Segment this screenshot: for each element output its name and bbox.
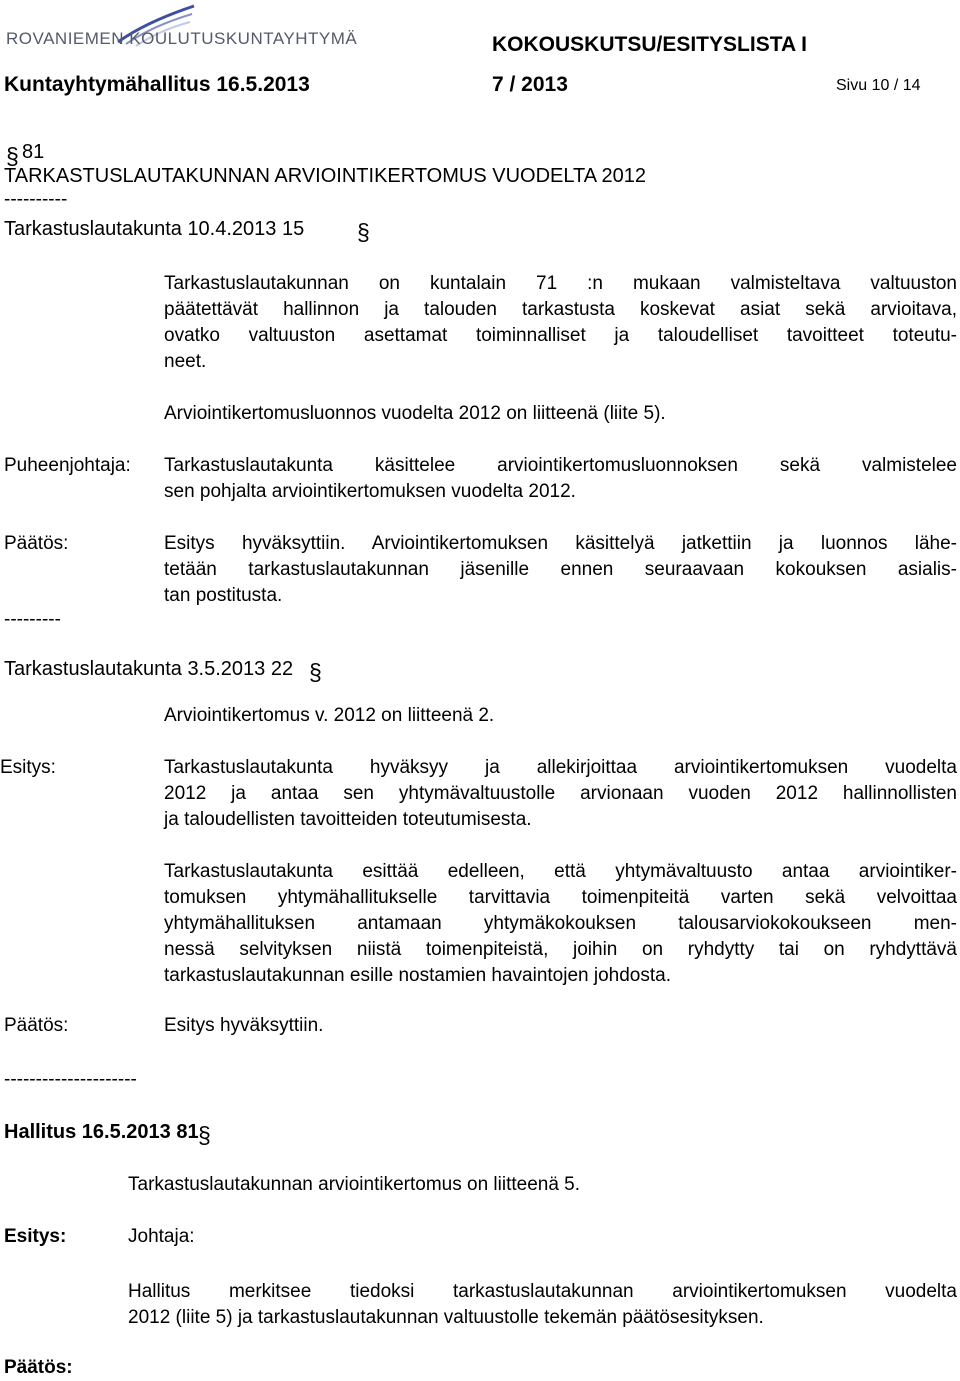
section-sign-icon: § [6,143,19,169]
meeting-title: Kuntayhtymähallitus 16.5.2013 [4,73,310,96]
section-sign-icon: § [198,1122,211,1148]
decision-label: Päätös: [4,1357,73,1378]
decision-text: Esitys hyväksyttiin. [164,1015,324,1036]
chair-label: Puheenjohtaja: [4,455,131,476]
paragraph-line: Hallitus merkitsee tiedoksi tarkastuslautakunnan arviointikertomuksen vuodelta [128,1281,957,1302]
paragraph-line: Tarkastuslautakunnan on kuntalain 71 :n mukaan valmisteltava valtuuston [164,273,957,294]
meeting-number: 7 / 2013 [492,73,568,96]
paragraph-line: yhtymähallituksen antamaan yhtymäkokouksen talousarviokokoukseen men- [164,913,957,934]
section-number: 81 [22,141,45,163]
paragraph-line: tan postitusta. [164,585,283,606]
section-title: TARKASTUSLAUTAKUNNAN ARVIOINTIKERTOMUS VUODELTA 2012 [4,165,647,187]
paragraph-line: ovatko valtuuston asettamat toiminnalliset ja taloudelliset tavoitteet toteutu- [164,325,957,346]
separator: --------- [4,609,61,630]
paragraph-line: 2012 ja antaa sen yhtymävaltuustolle arvionaan vuoden 2012 hallinnollisten [164,783,957,804]
paragraph-line: Esitys hyväksyttiin. Arviointikertomuksen käsittelyä jatkettiin ja luonnos lähe- [164,533,957,554]
director-label: Johtaja: [128,1226,195,1247]
board-reference: Hallitus 16.5.2013 81 [4,1121,199,1143]
paragraph-line: tarkastuslautakunnan esille nostamien havaintojen johdosta. [164,965,671,986]
separator: --------------------- [4,1069,137,1090]
decision-label: Päätös: [4,533,69,554]
proposal-label: Esitys: [4,1226,67,1247]
board-reference: Tarkastuslautakunta 10.4.2013 15 [4,218,305,240]
section-sign-icon: § [357,219,370,245]
paragraph-line: Tarkastuslautakunta käsittelee arviointikertomusluonnoksen sekä valmistelee [164,455,957,476]
paragraph-line: nessä selvityksen niistä toimenpiteistä, joihin on ryhdytty tai on ryhdyttävä [164,939,957,960]
board-reference: Tarkastuslautakunta 3.5.2013 22 [4,658,294,680]
attachment-note: Arviointikertomusluonnos vuodelta 2012 on liitteenä (liite 5). [164,403,666,424]
page-number: Sivu 10 / 14 [836,77,921,94]
section-sign-icon: § [309,659,322,685]
proposal-label: Esitys: [0,757,56,778]
paragraph-line: ja taloudellisten tavoitteiden toteutumisesta. [164,809,532,830]
paragraph-line: 2012 (liite 5) ja tarkastuslautakunnan valtuustolle tekemän päätösesityksen. [128,1307,764,1328]
document-type: KOKOUSKUTSU/ESITYSLISTA I [492,33,808,56]
paragraph-line: tomuksen yhtymähallitukselle tarvittavia toimenpiteitä varten sekä velvoittaa [164,887,957,908]
section-separator: ---------- [4,189,68,210]
paragraph-line: sen pohjalta arviointikertomuksen vuodelta 2012. [164,481,576,502]
organization-logo [6,2,386,50]
paragraph-line: Tarkastuslautakunta hyväksyy ja allekirjoittaa arviointikertomuksen vuodelta [164,757,957,778]
attachment-note: Arviointikertomus v. 2012 on liitteenä 2. [164,705,495,726]
paragraph-line: Tarkastuslautakunta esittää edelleen, että yhtymävaltuusto antaa arviointiker- [164,861,957,882]
paragraph-line: tetään tarkastuslautakunnan jäsenille ennen seuraavaan kokouksen asialis- [164,559,957,580]
paragraph-line: neet. [164,351,207,372]
decision-label: Päätös: [4,1015,69,1036]
paragraph-line: päätettävät hallinnon ja talouden tarkastusta koskevat asiat sekä arvioitava, [164,299,957,320]
attachment-note: Tarkastuslautakunnan arviointikertomus on liitteenä 5. [128,1174,581,1195]
logo-text: ROVANIEMEN KOULUTUSKUNTAYHTYMÄ [6,29,358,48]
